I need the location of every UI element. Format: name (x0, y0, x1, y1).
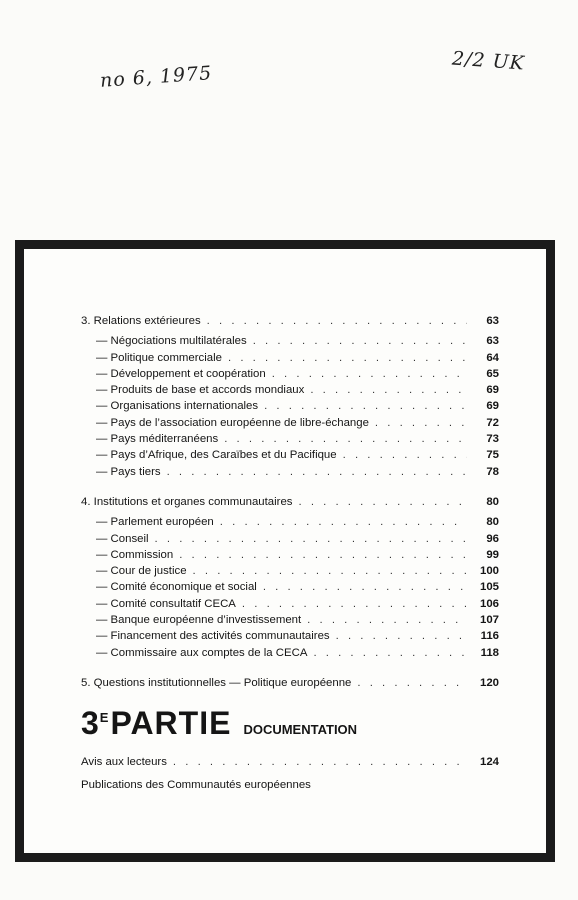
toc-heading-label: 4. Institutions et organes communautaires (81, 495, 293, 508)
leader-dots (207, 313, 467, 329)
toc-entry (81, 431, 499, 447)
toc-page-number: 72 (486, 416, 499, 429)
toc-entry-label: — Pays méditerranéens (96, 433, 219, 446)
toc-page-number: 100 (479, 565, 499, 578)
leader-dots (242, 596, 467, 612)
handwritten-note-right: 2/2 UK (451, 47, 526, 75)
leader-dots (336, 628, 467, 644)
toc-entry-label: — Produits de base et accords mondiaux (96, 384, 305, 397)
toc-entry (81, 531, 499, 547)
leader-dots (264, 398, 467, 414)
toc-heading-row (81, 313, 499, 329)
leader-dots (253, 333, 467, 349)
toc-section-4 (81, 494, 499, 661)
toc-page-number: 65 (486, 367, 499, 380)
leader-dots (375, 415, 467, 431)
toc-entry (81, 579, 499, 595)
toc-page-number: 63 (486, 335, 499, 348)
toc-page-number: 75 (486, 449, 499, 462)
toc-page-number: 120 (479, 676, 499, 689)
toc-entry-label: — Financement des activités communautaires (96, 630, 330, 643)
leader-dots (220, 514, 467, 530)
part-word: PARTIE (110, 705, 232, 742)
toc-page-number: 80 (486, 495, 499, 508)
part-subtitle: DOCUMENTATION (243, 722, 358, 738)
toc-section-5 (81, 675, 499, 691)
toc-entry (81, 398, 499, 414)
leader-dots (263, 579, 467, 595)
toc-entry (81, 464, 499, 480)
leader-dots (272, 366, 467, 382)
toc-entry-label: — Commissaire aux comptes de la CECA (96, 646, 308, 659)
toc-page-number: 107 (479, 614, 499, 627)
leader-dots (307, 612, 467, 628)
toc-entry-label: — Pays de l’association européenne de libre-échange (96, 416, 369, 429)
toc-entry-label: — Cour de justice (96, 565, 187, 578)
toc-entry-label: — Conseil (96, 532, 149, 545)
toc-entry-label: — Pays tiers (96, 465, 161, 478)
toc-page-number: 80 (486, 516, 499, 529)
toc-page-number: 73 (486, 433, 499, 446)
toc-entry-avis (81, 754, 499, 770)
part-number: 3 (81, 705, 100, 742)
leader-dots (155, 531, 467, 547)
leader-dots (357, 675, 467, 691)
leader-dots (193, 563, 467, 579)
toc-entry-label: — Banque européenne d’investissement (96, 614, 302, 627)
part-heading (81, 705, 499, 742)
toc-entry-label: — Parlement européen (96, 516, 214, 529)
toc-page-number: 69 (486, 400, 499, 413)
part-superscript: E (99, 710, 109, 726)
toc-section-3 (81, 313, 499, 480)
toc-page-number: 105 (479, 581, 499, 594)
toc-heading-row (81, 494, 499, 510)
toc-page-number: 78 (486, 465, 499, 478)
toc-page-number: 96 (486, 532, 499, 545)
leader-dots (313, 645, 467, 661)
table-of-contents (81, 311, 499, 793)
toc-page-number: 69 (486, 384, 499, 397)
toc-heading-row (81, 675, 499, 691)
toc-entry (81, 366, 499, 382)
leader-dots (310, 382, 467, 398)
toc-entry (81, 382, 499, 398)
leader-dots (228, 350, 467, 366)
toc-entry-label: — Commission (96, 548, 174, 561)
toc-entry-label: — Politique commerciale (96, 351, 222, 364)
toc-heading-label: 3. Relations extérieures (81, 315, 201, 327)
toc-frame (15, 240, 555, 862)
toc-entry (81, 350, 499, 366)
toc-entry (81, 596, 499, 612)
toc-entry (81, 415, 499, 431)
leader-dots (343, 447, 467, 463)
toc-entry-label: Avis aux lecteurs (81, 756, 167, 769)
toc-page-number: 99 (486, 548, 499, 561)
toc-entry-label: — Organisations internationales (96, 400, 259, 413)
toc-entry-label: — Comité économique et social (96, 581, 257, 594)
toc-entry-label: — Négociations multilatérales (96, 335, 247, 348)
toc-page-number: 124 (479, 756, 499, 769)
toc-heading-label: 5. Questions institutionnelles — Politique européenne (81, 676, 352, 689)
toc-page-number: 64 (486, 351, 499, 364)
toc-page-number: 116 (480, 630, 499, 643)
toc-entry-label: — Développement et coopération (96, 367, 266, 380)
toc-entry (81, 547, 499, 563)
toc-entry (81, 563, 499, 579)
leader-dots (298, 494, 467, 510)
toc-entry (81, 333, 499, 349)
toc-entry (81, 514, 499, 530)
leader-dots (224, 431, 467, 447)
toc-entry (81, 447, 499, 463)
leader-dots (179, 547, 467, 563)
toc-entry (81, 645, 499, 661)
handwritten-note-left: no 6, 1975 (99, 62, 213, 92)
toc-page-number: 118 (480, 646, 499, 659)
toc-entry-publications: Publications des Communautés européennes (81, 778, 311, 791)
toc-page-number: 63 (486, 315, 499, 327)
leader-dots (173, 754, 467, 770)
toc-entry (81, 628, 499, 644)
toc-entry-label: — Pays d’Afrique, des Caraïbes et du Pacifique (96, 449, 337, 462)
toc-page-number: 106 (479, 597, 499, 610)
toc-entry-label: — Comité consultatif CECA (96, 597, 236, 610)
toc-entry (81, 612, 499, 628)
leader-dots (167, 464, 467, 480)
